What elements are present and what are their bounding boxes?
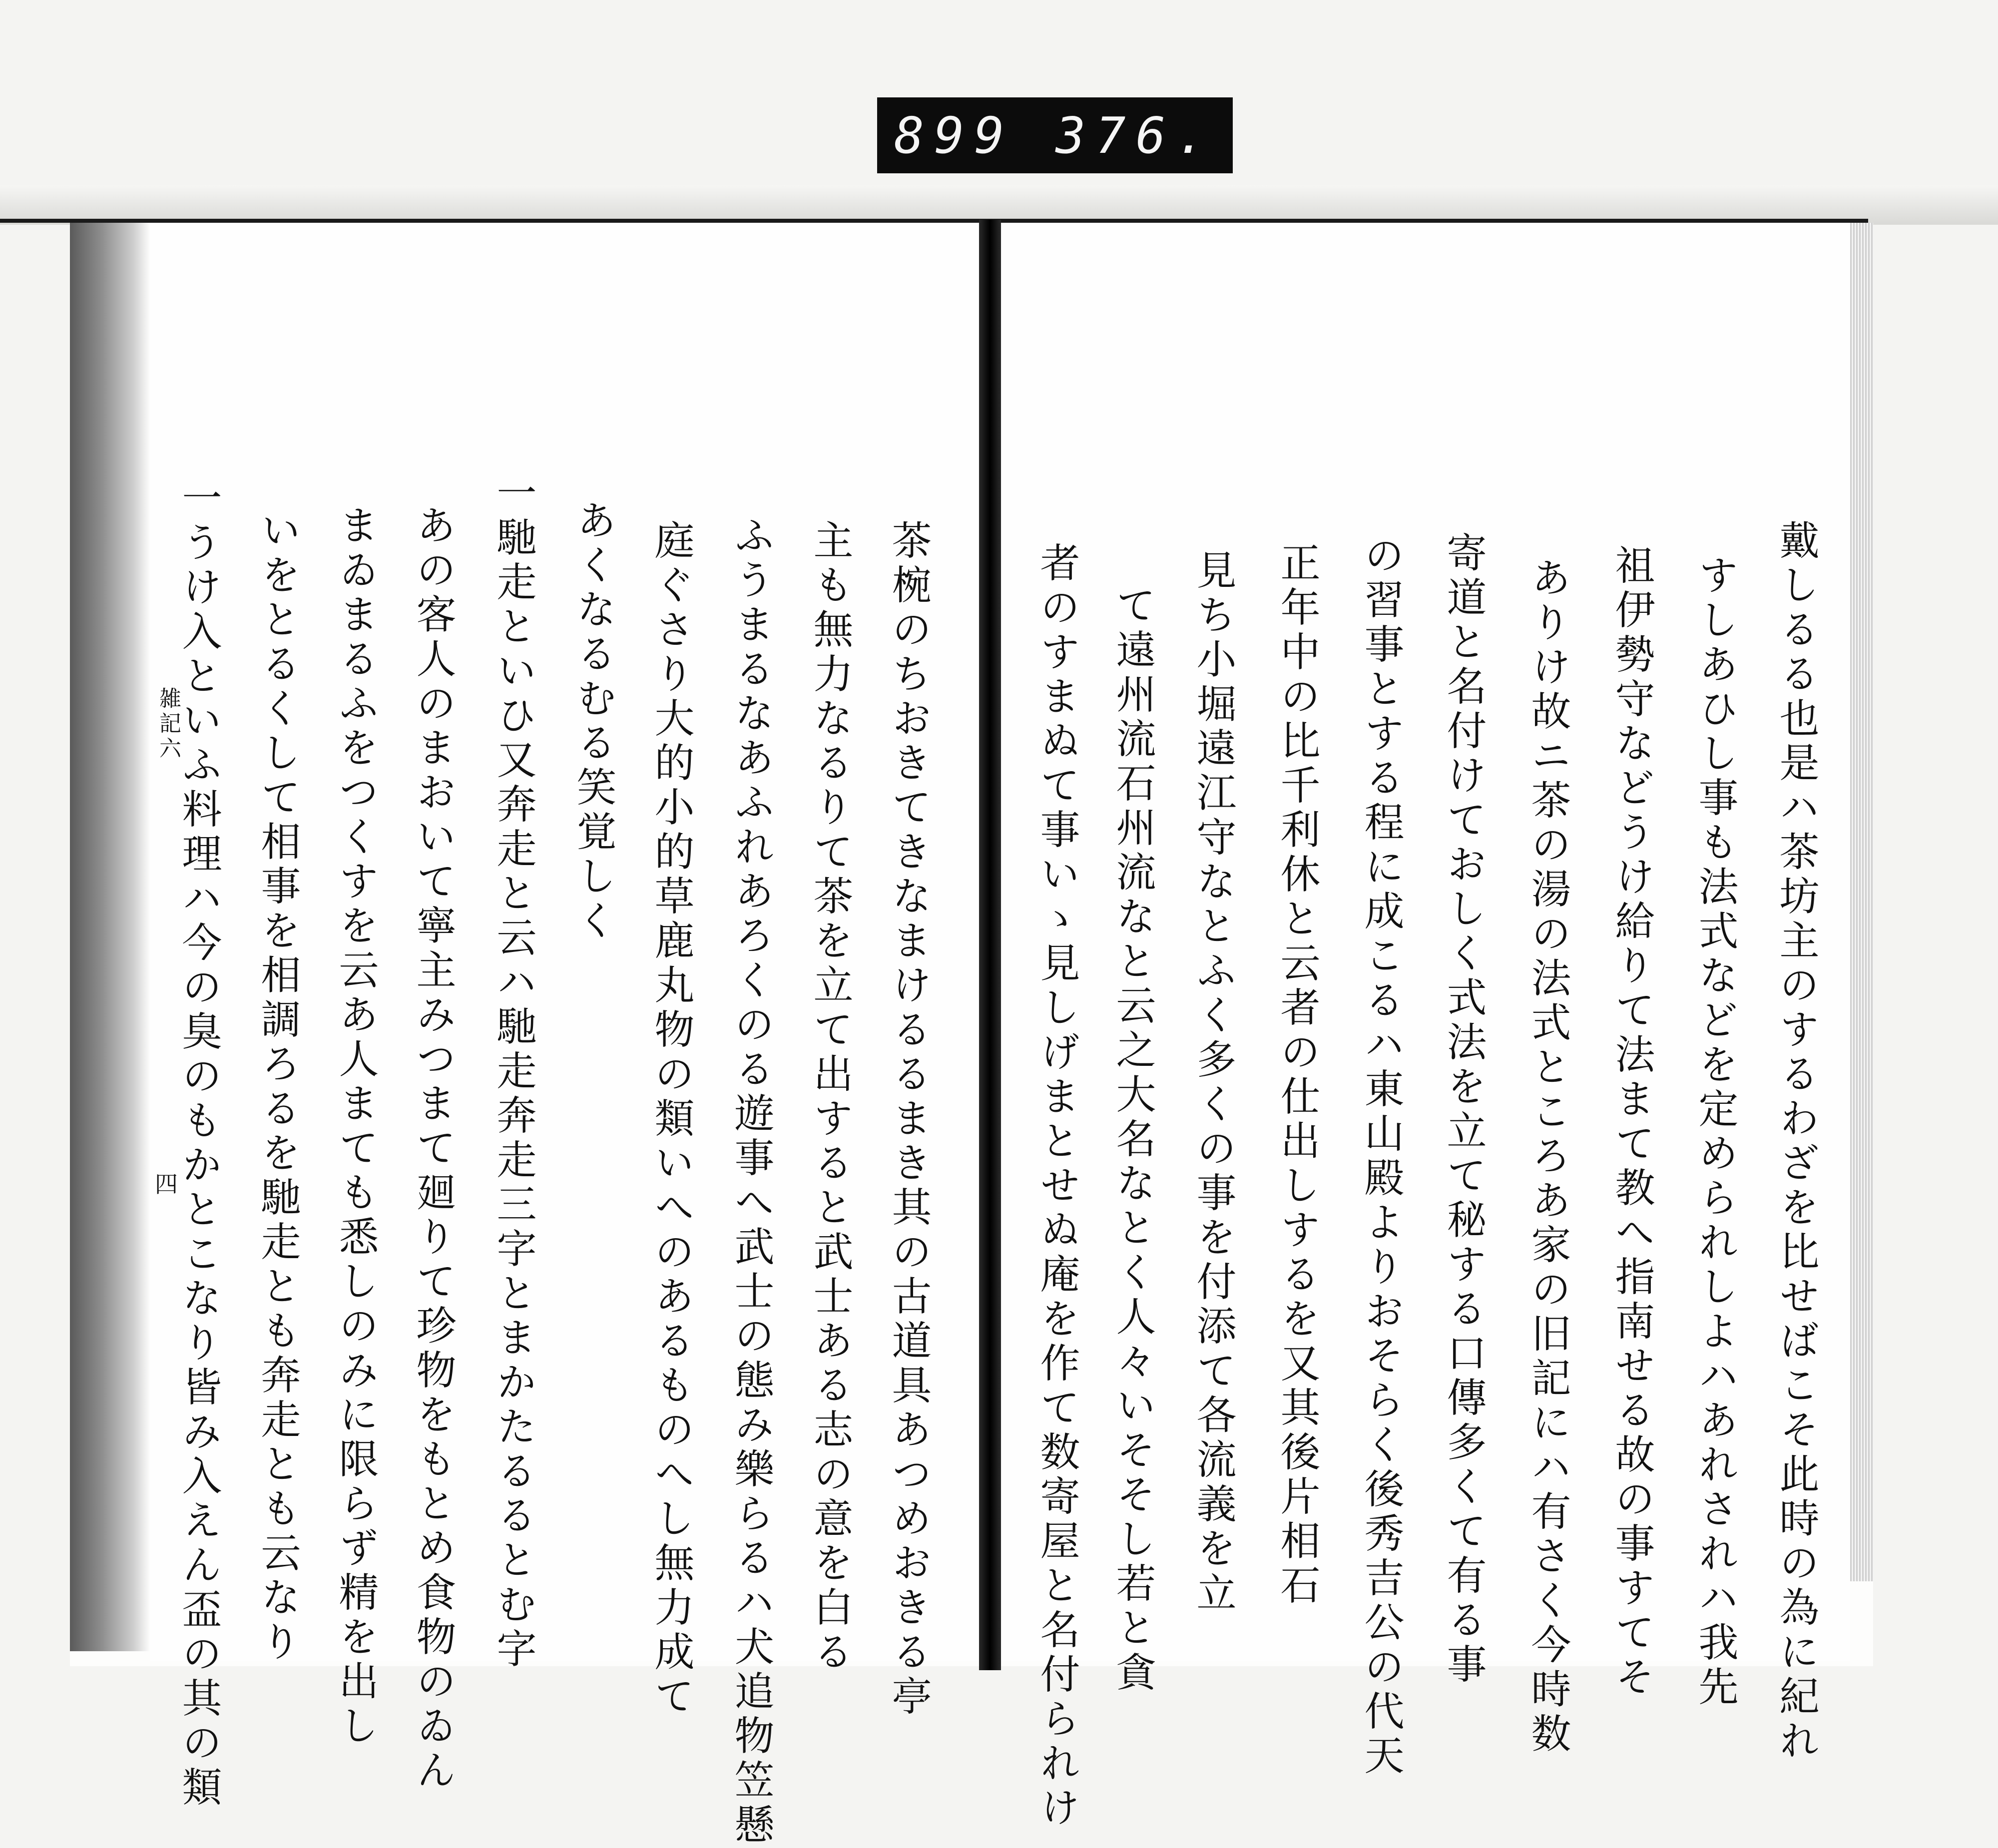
left-page-column-5: あくなるむる笑覚しく <box>570 499 616 944</box>
right-page-column-3: 祖伊勢守などうけ給りて法まて教へ指南せる故の事すてそ <box>1608 544 1655 1700</box>
right-page-column-9: て遠州流石州流なと云之大名なとく人々いそそし若と貪 <box>1109 584 1156 1696</box>
page-number: 四 <box>155 1171 178 1198</box>
archive-label-right-number: 376. <box>1055 106 1216 165</box>
right-page-column-4: ありけ故ニ茶の湯の法式ところあ家の旧記にハ有さく今時数 <box>1524 557 1571 1757</box>
book-spine <box>979 220 1001 1670</box>
book-top-edge <box>0 219 1868 223</box>
left-page-column-3: ふうまるなあふれあろくのる遊事へ武士の態み樂らるハ犬追物笠懸 <box>728 514 774 1848</box>
left-page-column-4: 庭ぐさり大的小的草鹿丸物の類いへのあるものへし無力成て <box>648 519 694 1720</box>
archive-label-tag <box>877 97 1233 173</box>
archive-label-left-number: 899 <box>894 106 1014 165</box>
book-title-footer: 雑記六 <box>155 687 181 762</box>
left-page-column-1: 茶椀のちおきてきなまけるるまき其の古道具あつめおきる亭 <box>885 519 932 1720</box>
left-page-column-9: いをとるくして相事を相調ろるを馳走とも奔走とも云なり <box>254 509 301 1665</box>
left-page-column-10: 一うけ入といふ料理ハ今の臭のもかとこなり皆み入えん盃の其の類 <box>175 477 222 1811</box>
right-page-column-7: 正年中の比千利休と云者の仕出しするを又其後片相石 <box>1274 542 1320 1609</box>
right-page-column-10: 者のすまぬて事いゝ見しげまとせぬ庵を作て数寄屋と名付られけ <box>1033 542 1080 1831</box>
left-page-column-6: 一馳走といひ又奔走と云ハ馳走奔走三字とまかたるるとむ字 <box>490 472 536 1672</box>
left-page-column-8: まゐまるふをつくすを云あ人まても悉しのみに限らず精を出し <box>332 504 379 1749</box>
right-page-column-5: 寄道と名付けておしく式法を立て秘する口傳多くて有る事 <box>1440 532 1487 1688</box>
left-page-edge-shadow <box>70 223 150 1651</box>
right-page-column-8: 見ち小堀遠江守なとふく多くの事を付添て各流義を立 <box>1190 549 1236 1616</box>
right-page-column-1: 戴しるる也是ハ茶坊主のするわざを比せばこそ此時の為に紀れ <box>1773 519 1819 1764</box>
right-page-edges <box>1850 223 1873 1581</box>
right-page-column-2: すしあひし事も法式などを定められしよハあれされハ我先 <box>1692 554 1738 1710</box>
left-page-column-2: 主も無力なるりて茶を立て出すると武士ある志の意を白る <box>807 519 853 1675</box>
left-page-column-7: あの客人のまおいて寧主みつまて廻りて珍物をもとめ食物のゐん <box>410 504 456 1794</box>
right-page-column-6: の習事とする程に成こるハ東山殿よりおそらく後秀吉公の代天 <box>1358 534 1404 1779</box>
